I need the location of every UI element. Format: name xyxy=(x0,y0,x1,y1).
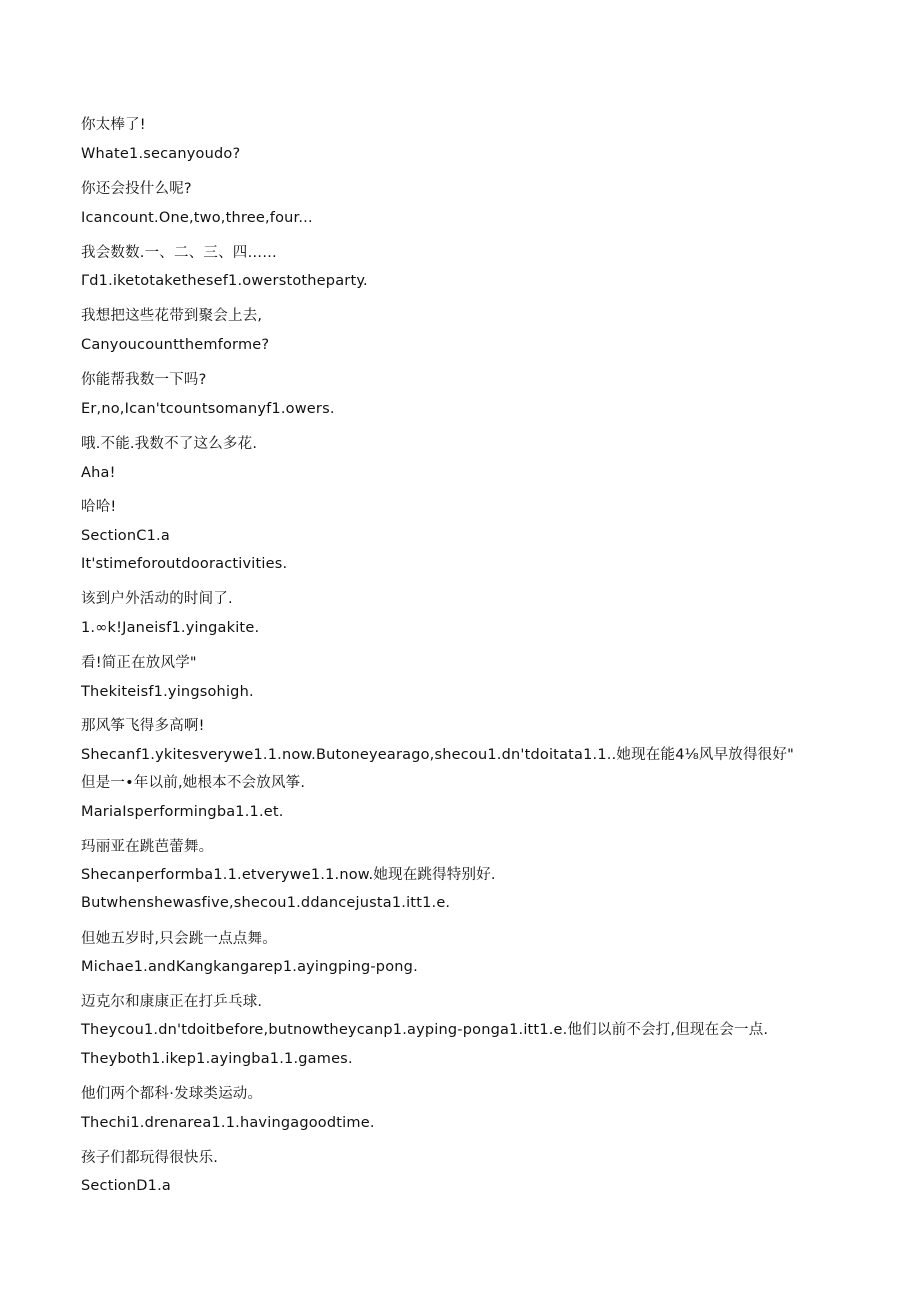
text-line: 孩子们都玩得很快乐. xyxy=(81,1150,219,1166)
text-line: Shecanperformba1.1.etverywe1.1.now.她现在跳得特别好. xyxy=(81,867,496,883)
text-line: 我想把这些花带到聚会上去, xyxy=(81,308,263,324)
text-line: Shecanf1.ykitesverywe1.1.now.Butoneyearago,shecou1.dn'tdoitata1.1..她现在能4⅛风早放得很好" xyxy=(81,747,794,763)
text-line: 他们两个都科·发球类运动。 xyxy=(81,1086,263,1102)
text-line: 那风筝飞得多高啊! xyxy=(81,718,205,734)
text-line: 你太棒了! xyxy=(81,117,146,133)
text-line: 玛丽亚在跳芭蕾舞。 xyxy=(81,839,214,855)
text-line: 该到户外活动的时间了. xyxy=(81,591,233,607)
text-line: Aha! xyxy=(81,465,116,481)
text-line: 哈哈! xyxy=(81,499,117,515)
text-line: Thekiteisf1.yingsohigh. xyxy=(81,684,254,700)
text-line: 1.∞k!Janeisf1.yingakite. xyxy=(81,620,260,636)
text-line: Michae1.andKangkangarep1.ayingping-pong. xyxy=(81,959,418,975)
text-line: Thechi1.drenarea1.1.havingagoodtime. xyxy=(81,1115,375,1131)
section-heading: SectionD1.a xyxy=(81,1178,171,1194)
text-line: 哦.不能.我数不了这么多花. xyxy=(81,436,258,452)
text-line: 我会数数.一、二、三、四…… xyxy=(81,245,277,261)
text-line: Er,no,Ican'tcountsomanyf1.owers. xyxy=(81,401,335,417)
text-line: Canyoucountthemforme? xyxy=(81,337,270,353)
text-line: 你能帮我数一下吗? xyxy=(81,372,207,388)
text-line: 你还会投什么呢? xyxy=(81,181,192,197)
text-line: It'stimeforoutdooractivities. xyxy=(81,556,288,572)
text-line: 但是一•年以前,她根本不会放风筝. xyxy=(81,775,306,791)
text-line: Whate1.secanyoudo? xyxy=(81,146,241,162)
text-line: Theyboth1.ikep1.ayingba1.1.games. xyxy=(81,1051,353,1067)
text-line: Γd1.iketotakethesef1.owerstotheparty. xyxy=(81,273,368,289)
text-line: Theycou1.dn'tdoitbefore,butnowtheycanp1.ayping-ponga1.itt1.e.他们以前不会打,但现在会一点. xyxy=(81,1022,769,1038)
text-line: 但她五岁时,只会跳一点点舞。 xyxy=(81,931,277,947)
text-line: Butwhenshewasfive,shecou1.ddancejusta1.itt1.e. xyxy=(81,895,451,911)
text-line: Icancount.One,two,three,four... xyxy=(81,210,313,226)
text-line: 迈克尔和康康正在打乒乓球. xyxy=(81,994,263,1010)
text-line: 看!简正在放风学" xyxy=(81,655,197,671)
text-line: MariaIsperformingba1.1.et. xyxy=(81,804,284,820)
section-heading: SectionC1.a xyxy=(81,528,170,544)
